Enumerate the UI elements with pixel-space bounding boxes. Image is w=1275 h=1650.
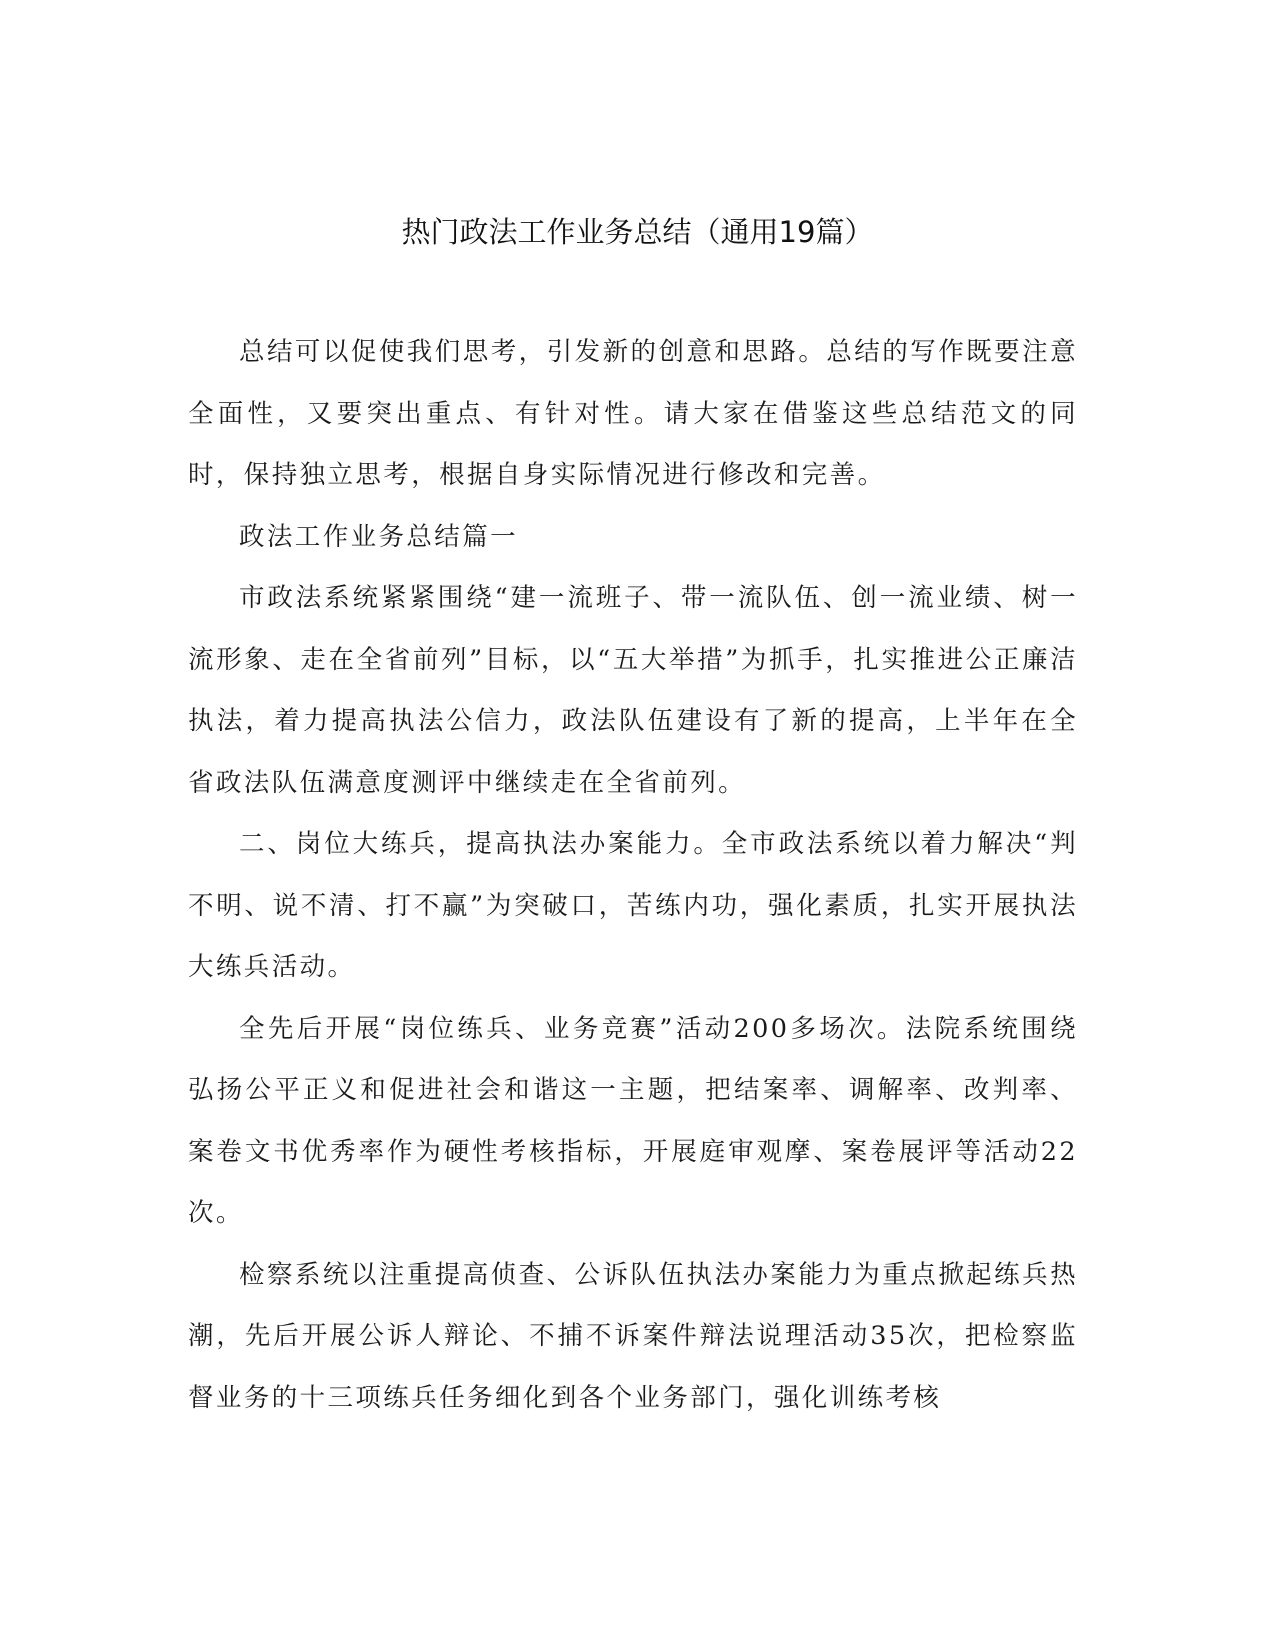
section-heading: 政法工作业务总结篇一 [239, 521, 519, 552]
document-title: 热门政法工作业务总结（通用19篇） [401, 215, 874, 249]
paragraph-intro: 总结可以促使我们思考，引发新的创意和思路。总结的写作既要注意全面性，又要突出重点、有针对性。请大家在借鉴这些总结范文的同时，保持独立思考，根据自身实际情况进行修改和完善。 [188, 337, 1078, 490]
paragraph: 检察系统以注重提高侦查、公诉队伍执法办案能力为重点掀起练兵热潮，先后开展公诉人辩论、不捕不诉案件辩法说理活动35次，把检察监督业务的十三项练兵任务细化到各个业务部门，强化训练考核 [188, 1259, 1078, 1413]
paragraph: 全先后开展“岗位练兵、业务竞赛”活动200多场次。法院系统围绕弘扬公平正义和促进社会和谐这一主题，把结案率、调解率、改判率、案卷文书优秀率作为硬性考核指标，开展庭审观摩、案卷展评等活动22次。 [188, 1013, 1078, 1228]
paragraph: 市政法系统紧紧围绕“建一流班子、带一流队伍、创一流业绩、树一流形象、走在全省前列”目标，以“五大举措”为抓手，扎实推进公正廉洁执法，着力提高执法公信力，政法队伍建设有了新的提高，上半年在全省政法队伍满意度测评中继续走在全省前列。 [188, 583, 1078, 798]
document-body [188, 322, 1078, 1429]
paragraph: 二、岗位大练兵，提高执法办案能力。全市政法系统以着力解决“判不明、说不清、打不赢”为突破口，苦练内功，强化素质，扎实开展执法大练兵活动。 [188, 829, 1078, 982]
